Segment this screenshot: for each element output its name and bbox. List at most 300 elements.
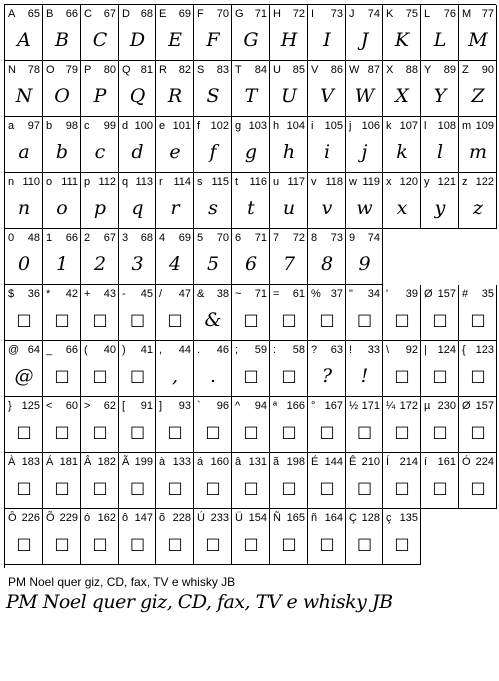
glyph-cell bbox=[232, 453, 270, 509]
glyph-code-label: 76 bbox=[443, 8, 456, 20]
glyph-sample: e bbox=[169, 141, 180, 163]
glyph-cell bbox=[459, 453, 497, 509]
glyph-char-label: G bbox=[235, 8, 244, 20]
glyph-sample: j bbox=[361, 141, 367, 163]
glyph-sample: B bbox=[55, 29, 68, 51]
glyph-cell bbox=[308, 285, 346, 341]
glyph-code-label: 92 bbox=[405, 344, 418, 356]
glyph-char-label: 4 bbox=[159, 232, 166, 244]
glyph-cell bbox=[119, 285, 156, 341]
missing-glyph-box: □ bbox=[243, 478, 258, 497]
glyph-sample: ? bbox=[321, 365, 332, 387]
glyph-cell bbox=[308, 173, 346, 229]
glyph-code-label: 135 bbox=[399, 512, 418, 524]
glyph-char-label: c bbox=[84, 120, 90, 132]
glyph-cell bbox=[383, 117, 421, 173]
glyph-sample: F bbox=[206, 29, 219, 51]
glyph-char-label: f bbox=[197, 120, 201, 132]
glyph-cell bbox=[346, 173, 383, 229]
glyph-sample: p bbox=[93, 197, 106, 219]
glyph-cell bbox=[156, 5, 194, 61]
glyph-cell bbox=[81, 5, 119, 61]
glyph-code-label: 164 bbox=[324, 512, 343, 524]
glyph-cell bbox=[383, 61, 421, 117]
glyph-code-label: 157 bbox=[437, 288, 456, 300]
glyph-char-label: n bbox=[8, 176, 15, 188]
glyph-sample: & bbox=[204, 309, 221, 331]
glyph-cell bbox=[346, 117, 383, 173]
missing-glyph-box: □ bbox=[243, 366, 258, 385]
glyph-code-label: 36 bbox=[27, 288, 40, 300]
missing-glyph-box: □ bbox=[432, 422, 447, 441]
glyph-sample: i bbox=[323, 141, 330, 163]
glyph-code-label: 101 bbox=[172, 120, 191, 132]
glyph-code-label: 165 bbox=[286, 512, 305, 524]
glyph-char-label: = bbox=[273, 288, 280, 300]
glyph-code-label: 144 bbox=[324, 456, 343, 468]
glyph-sample: w bbox=[356, 197, 372, 219]
glyph-cell bbox=[156, 117, 194, 173]
glyph-code-label: 67 bbox=[103, 8, 116, 20]
glyph-cell bbox=[383, 453, 421, 509]
glyph-sample: I bbox=[323, 29, 330, 51]
missing-glyph-box: □ bbox=[167, 478, 182, 497]
glyph-cell bbox=[119, 117, 156, 173]
glyph-cell bbox=[156, 285, 194, 341]
glyph-char-label: b bbox=[46, 120, 53, 132]
glyph-code-label: 40 bbox=[103, 344, 116, 356]
glyph-code-label: 60 bbox=[65, 400, 78, 412]
glyph-char-label: Ã bbox=[122, 456, 130, 468]
glyph-sample: G bbox=[243, 29, 258, 51]
glyph-code-label: 41 bbox=[140, 344, 153, 356]
glyph-char-label: µ bbox=[424, 400, 431, 412]
glyph-sample: T bbox=[244, 85, 257, 107]
glyph-sample: M bbox=[468, 29, 487, 51]
glyph-code-label: 228 bbox=[172, 512, 191, 524]
glyph-cell bbox=[270, 5, 308, 61]
glyph-cell bbox=[81, 397, 119, 453]
glyph-cell bbox=[119, 453, 156, 509]
glyph-sample: U bbox=[280, 85, 296, 107]
glyph-char-label: ? bbox=[311, 344, 318, 356]
glyph-cell bbox=[232, 285, 270, 341]
missing-glyph-box: □ bbox=[319, 534, 334, 553]
missing-glyph-box: □ bbox=[205, 534, 220, 553]
glyph-sample: 0 bbox=[17, 253, 30, 275]
missing-glyph-box: □ bbox=[54, 478, 69, 497]
glyph-cell bbox=[232, 509, 270, 565]
missing-glyph-box: □ bbox=[470, 478, 485, 497]
glyph-cell bbox=[81, 117, 119, 173]
empty-cell bbox=[459, 509, 497, 565]
glyph-row bbox=[5, 173, 497, 229]
glyph-cell bbox=[270, 397, 308, 453]
glyph-cell bbox=[383, 341, 421, 397]
glyph-cell bbox=[156, 341, 194, 397]
glyph-row bbox=[5, 341, 497, 397]
glyph-code-label: 70 bbox=[216, 232, 229, 244]
missing-glyph-box: □ bbox=[54, 310, 69, 329]
glyph-code-label: 113 bbox=[135, 176, 153, 188]
glyph-char-label: ] bbox=[159, 400, 163, 412]
missing-glyph-box: □ bbox=[281, 534, 296, 553]
glyph-char-label: 3 bbox=[122, 232, 129, 244]
glyph-char-label: a bbox=[8, 120, 15, 132]
glyph-char-label: Ñ bbox=[273, 512, 281, 524]
glyph-grid bbox=[4, 4, 496, 568]
glyph-cell bbox=[194, 229, 232, 285]
glyph-sample: H bbox=[280, 29, 297, 51]
glyph-sample: d bbox=[131, 141, 143, 163]
glyph-sample: b bbox=[55, 141, 68, 163]
glyph-char-label: Ø bbox=[424, 288, 433, 300]
glyph-char-label: â bbox=[235, 456, 242, 468]
glyph-sample: Z bbox=[471, 85, 484, 107]
glyph-code-label: 94 bbox=[254, 400, 267, 412]
missing-glyph-box: □ bbox=[92, 478, 107, 497]
glyph-char-label: 1 bbox=[46, 232, 53, 244]
glyph-cell bbox=[156, 229, 194, 285]
glyph-sample: V bbox=[320, 85, 333, 107]
sample-text-rendered: PM Noel quer giz, CD, fax, TV e whisky JB bbox=[6, 591, 393, 613]
glyph-char-label: Ç bbox=[349, 512, 357, 524]
glyph-code-label: 74 bbox=[367, 232, 380, 244]
glyph-char-label: > bbox=[84, 400, 91, 412]
glyph-cell bbox=[43, 61, 81, 117]
glyph-code-label: 43 bbox=[103, 288, 116, 300]
glyph-char-label: V bbox=[311, 64, 319, 76]
glyph-char-label: | bbox=[424, 344, 427, 356]
glyph-cell bbox=[119, 5, 156, 61]
glyph-cell bbox=[346, 397, 383, 453]
glyph-code-label: 162 bbox=[97, 512, 116, 524]
glyph-code-label: 86 bbox=[330, 64, 343, 76]
missing-glyph-box: □ bbox=[281, 366, 296, 385]
glyph-sample: c bbox=[94, 141, 105, 163]
glyph-code-label: 161 bbox=[437, 456, 456, 468]
glyph-code-label: 122 bbox=[475, 176, 494, 188]
glyph-cell bbox=[232, 61, 270, 117]
glyph-char-label: j bbox=[349, 120, 352, 132]
glyph-code-label: 99 bbox=[103, 120, 116, 132]
glyph-sample: , bbox=[171, 365, 178, 387]
glyph-sample: z bbox=[472, 197, 482, 219]
missing-glyph-box: □ bbox=[243, 310, 258, 329]
glyph-sample: m bbox=[468, 141, 487, 163]
glyph-cell bbox=[119, 229, 156, 285]
glyph-sample: O bbox=[54, 85, 69, 107]
glyph-sample: t bbox=[247, 197, 254, 219]
glyph-cell bbox=[421, 453, 459, 509]
glyph-sample: L bbox=[433, 29, 446, 51]
glyph-sample: l bbox=[436, 141, 443, 163]
glyph-cell bbox=[383, 5, 421, 61]
glyph-cell bbox=[81, 453, 119, 509]
glyph-char-label: s bbox=[197, 176, 203, 188]
glyph-sample: J bbox=[360, 29, 368, 51]
glyph-char-label: & bbox=[197, 288, 205, 300]
glyph-char-label: { bbox=[462, 344, 466, 356]
glyph-code-label: 65 bbox=[27, 8, 40, 20]
missing-glyph-box: □ bbox=[319, 310, 334, 329]
missing-glyph-box: □ bbox=[16, 534, 31, 553]
glyph-char-label: 8 bbox=[311, 232, 318, 244]
glyph-char-label: ' bbox=[386, 288, 389, 300]
glyph-sample: ! bbox=[360, 365, 368, 387]
glyph-code-label: 34 bbox=[367, 288, 380, 300]
glyph-cell bbox=[270, 173, 308, 229]
glyph-code-label: 61 bbox=[292, 288, 305, 300]
sample-text-label: PM Noel quer giz, CD, fax, TV e whisky JB bbox=[8, 575, 236, 589]
glyph-char-label: E bbox=[159, 8, 167, 20]
glyph-sample: 7 bbox=[282, 253, 295, 275]
glyph-code-label: 133 bbox=[172, 456, 191, 468]
glyph-code-label: 124 bbox=[437, 344, 456, 356]
missing-glyph-box: □ bbox=[432, 478, 447, 497]
glyph-code-label: 102 bbox=[210, 120, 229, 132]
glyph-code-label: 89 bbox=[443, 64, 456, 76]
glyph-sample: N bbox=[15, 85, 32, 107]
glyph-code-label: 118 bbox=[325, 176, 343, 188]
glyph-row bbox=[5, 397, 497, 453]
glyph-row bbox=[5, 61, 497, 117]
missing-glyph-box: □ bbox=[356, 534, 372, 553]
glyph-code-label: 115 bbox=[211, 176, 229, 188]
glyph-cell bbox=[43, 509, 81, 565]
glyph-char-label: T bbox=[235, 64, 242, 76]
glyph-row bbox=[5, 285, 497, 341]
glyph-cell bbox=[270, 117, 308, 173]
glyph-char-label: í bbox=[424, 456, 428, 468]
glyph-code-label: 98 bbox=[65, 120, 78, 132]
glyph-cell bbox=[81, 173, 119, 229]
glyph-char-label: i bbox=[311, 120, 314, 132]
glyph-sample: f bbox=[209, 141, 216, 163]
glyph-code-label: 84 bbox=[254, 64, 267, 76]
glyph-code-label: 110 bbox=[22, 176, 40, 188]
glyph-cell bbox=[194, 341, 232, 397]
glyph-cell bbox=[270, 341, 308, 397]
missing-glyph-box: □ bbox=[167, 422, 182, 441]
glyph-char-label: P bbox=[84, 64, 92, 76]
glyph-cell bbox=[194, 285, 232, 341]
glyph-code-label: 210 bbox=[361, 456, 380, 468]
glyph-char-label: Á bbox=[46, 456, 54, 468]
glyph-code-label: 96 bbox=[216, 400, 229, 412]
glyph-char-label: ã bbox=[273, 456, 280, 468]
glyph-code-label: 100 bbox=[134, 120, 153, 132]
glyph-cell bbox=[383, 509, 421, 565]
glyph-cell bbox=[459, 397, 497, 453]
glyph-code-label: 105 bbox=[324, 120, 343, 132]
glyph-sample: y bbox=[434, 197, 445, 219]
missing-glyph-box: □ bbox=[356, 310, 372, 329]
glyph-code-label: 229 bbox=[59, 512, 78, 524]
glyph-sample: u bbox=[282, 197, 295, 219]
glyph-code-label: 71 bbox=[254, 288, 267, 300]
glyph-cell bbox=[421, 397, 459, 453]
glyph-sample: 3 bbox=[131, 253, 143, 275]
glyph-cell bbox=[119, 341, 156, 397]
glyph-sample: k bbox=[396, 141, 407, 163]
glyph-cell bbox=[5, 117, 43, 173]
glyph-cell bbox=[119, 61, 156, 117]
glyph-cell bbox=[308, 5, 346, 61]
glyph-char-label: Ú bbox=[197, 512, 205, 524]
missing-glyph-box: □ bbox=[356, 478, 372, 497]
glyph-cell bbox=[43, 397, 81, 453]
glyph-cell bbox=[346, 5, 383, 61]
glyph-code-label: 112 bbox=[98, 176, 116, 188]
glyph-code-label: 117 bbox=[287, 176, 305, 188]
glyph-code-label: 131 bbox=[248, 456, 267, 468]
empty-cell bbox=[459, 229, 497, 285]
glyph-cell bbox=[156, 173, 194, 229]
glyph-cell bbox=[421, 5, 459, 61]
glyph-char-label: N bbox=[8, 64, 16, 76]
glyph-sample: . bbox=[209, 365, 216, 387]
glyph-cell bbox=[232, 173, 270, 229]
glyph-code-label: 121 bbox=[437, 176, 456, 188]
glyph-code-label: 87 bbox=[367, 64, 380, 76]
glyph-cell bbox=[421, 61, 459, 117]
glyph-char-label: ) bbox=[122, 344, 126, 356]
glyph-cell bbox=[194, 61, 232, 117]
glyph-sample: 1 bbox=[55, 253, 68, 275]
glyph-char-label: v bbox=[311, 176, 317, 188]
glyph-char-label: , bbox=[159, 344, 163, 356]
glyph-char-label: 7 bbox=[273, 232, 280, 244]
glyph-cell bbox=[383, 397, 421, 453]
glyph-char-label: u bbox=[273, 176, 280, 188]
glyph-sample: 4 bbox=[168, 253, 181, 275]
glyph-cell bbox=[5, 173, 43, 229]
glyph-char-label: Ü bbox=[235, 512, 243, 524]
missing-glyph-box: □ bbox=[319, 422, 334, 441]
glyph-char-label: À bbox=[8, 456, 16, 468]
glyph-char-label: " bbox=[349, 288, 353, 300]
glyph-char-label: ` bbox=[197, 400, 201, 412]
glyph-char-label: ! bbox=[349, 344, 353, 356]
glyph-code-label: 42 bbox=[65, 288, 78, 300]
glyph-char-label: Í bbox=[386, 456, 390, 468]
glyph-sample: Y bbox=[433, 85, 446, 107]
glyph-cell bbox=[5, 341, 43, 397]
glyph-char-label: F bbox=[197, 8, 204, 20]
glyph-cell bbox=[308, 229, 346, 285]
missing-glyph-box: □ bbox=[281, 422, 296, 441]
glyph-code-label: 106 bbox=[361, 120, 380, 132]
glyph-sample: E bbox=[168, 29, 181, 51]
glyph-char-label: * bbox=[46, 288, 51, 300]
glyph-sample: g bbox=[244, 141, 257, 163]
glyph-code-label: 125 bbox=[21, 400, 40, 412]
glyph-sample: h bbox=[282, 141, 295, 163]
glyph-char-label: X bbox=[386, 64, 394, 76]
glyph-sample: K bbox=[394, 29, 409, 51]
glyph-char-label: Ó bbox=[462, 456, 471, 468]
glyph-char-label: ~ bbox=[235, 288, 242, 300]
missing-glyph-box: □ bbox=[16, 478, 31, 497]
glyph-cell bbox=[232, 397, 270, 453]
glyph-sample: a bbox=[18, 141, 29, 163]
glyph-code-label: 214 bbox=[399, 456, 418, 468]
glyph-char-label: < bbox=[46, 400, 53, 412]
missing-glyph-box: □ bbox=[243, 534, 258, 553]
glyph-char-label: õ bbox=[159, 512, 166, 524]
glyph-cell bbox=[270, 453, 308, 509]
glyph-cell bbox=[421, 341, 459, 397]
glyph-char-label: o bbox=[46, 176, 53, 188]
glyph-sample: r bbox=[170, 197, 179, 219]
missing-glyph-box: □ bbox=[432, 310, 447, 329]
missing-glyph-box: □ bbox=[54, 366, 69, 385]
glyph-row bbox=[5, 509, 497, 565]
glyph-cell bbox=[459, 285, 497, 341]
glyph-char-label: I bbox=[311, 8, 315, 20]
glyph-code-label: 128 bbox=[361, 512, 380, 524]
glyph-char-label: 9 bbox=[349, 232, 356, 244]
glyph-code-label: 74 bbox=[367, 8, 380, 20]
glyph-char-label: Ø bbox=[462, 400, 471, 412]
glyph-cell bbox=[5, 285, 43, 341]
missing-glyph-box: □ bbox=[470, 422, 485, 441]
glyph-cell bbox=[194, 509, 232, 565]
glyph-char-label: g bbox=[235, 120, 242, 132]
glyph-cell bbox=[156, 453, 194, 509]
glyph-code-label: 58 bbox=[292, 344, 305, 356]
glyph-code-label: 104 bbox=[286, 120, 305, 132]
missing-glyph-box: □ bbox=[92, 534, 107, 553]
glyph-code-label: 147 bbox=[134, 512, 153, 524]
glyph-cell bbox=[459, 5, 497, 61]
glyph-code-label: 80 bbox=[103, 64, 116, 76]
missing-glyph-box: □ bbox=[129, 310, 145, 329]
glyph-code-label: 167 bbox=[324, 400, 343, 412]
glyph-cell bbox=[5, 453, 43, 509]
glyph-char-label: 6 bbox=[235, 232, 242, 244]
glyph-code-label: 81 bbox=[140, 64, 153, 76]
glyph-char-label: S bbox=[197, 64, 205, 76]
glyph-code-label: 72 bbox=[292, 232, 305, 244]
missing-glyph-box: □ bbox=[394, 310, 409, 329]
glyph-sample: R bbox=[167, 85, 182, 107]
glyph-char-label: ª bbox=[273, 400, 278, 412]
glyph-char-label: D bbox=[122, 8, 130, 20]
glyph-char-label: U bbox=[273, 64, 281, 76]
glyph-code-label: 154 bbox=[248, 512, 267, 524]
glyph-code-label: 71 bbox=[254, 232, 267, 244]
glyph-code-label: 111 bbox=[61, 176, 78, 188]
glyph-cell bbox=[194, 5, 232, 61]
missing-glyph-box: □ bbox=[129, 534, 145, 553]
glyph-code-label: 224 bbox=[475, 456, 494, 468]
glyph-sample: S bbox=[206, 85, 219, 107]
glyph-char-label: O bbox=[46, 64, 55, 76]
glyph-code-label: 181 bbox=[59, 456, 78, 468]
glyph-cell bbox=[346, 453, 383, 509]
missing-glyph-box: □ bbox=[92, 422, 107, 441]
missing-glyph-box: □ bbox=[129, 478, 145, 497]
glyph-cell bbox=[421, 117, 459, 173]
glyph-char-label: $ bbox=[8, 288, 15, 300]
glyph-char-label: w bbox=[349, 176, 357, 188]
glyph-cell bbox=[156, 61, 194, 117]
glyph-char-label: Ô bbox=[8, 512, 17, 524]
glyph-cell bbox=[270, 229, 308, 285]
glyph-cell bbox=[270, 509, 308, 565]
